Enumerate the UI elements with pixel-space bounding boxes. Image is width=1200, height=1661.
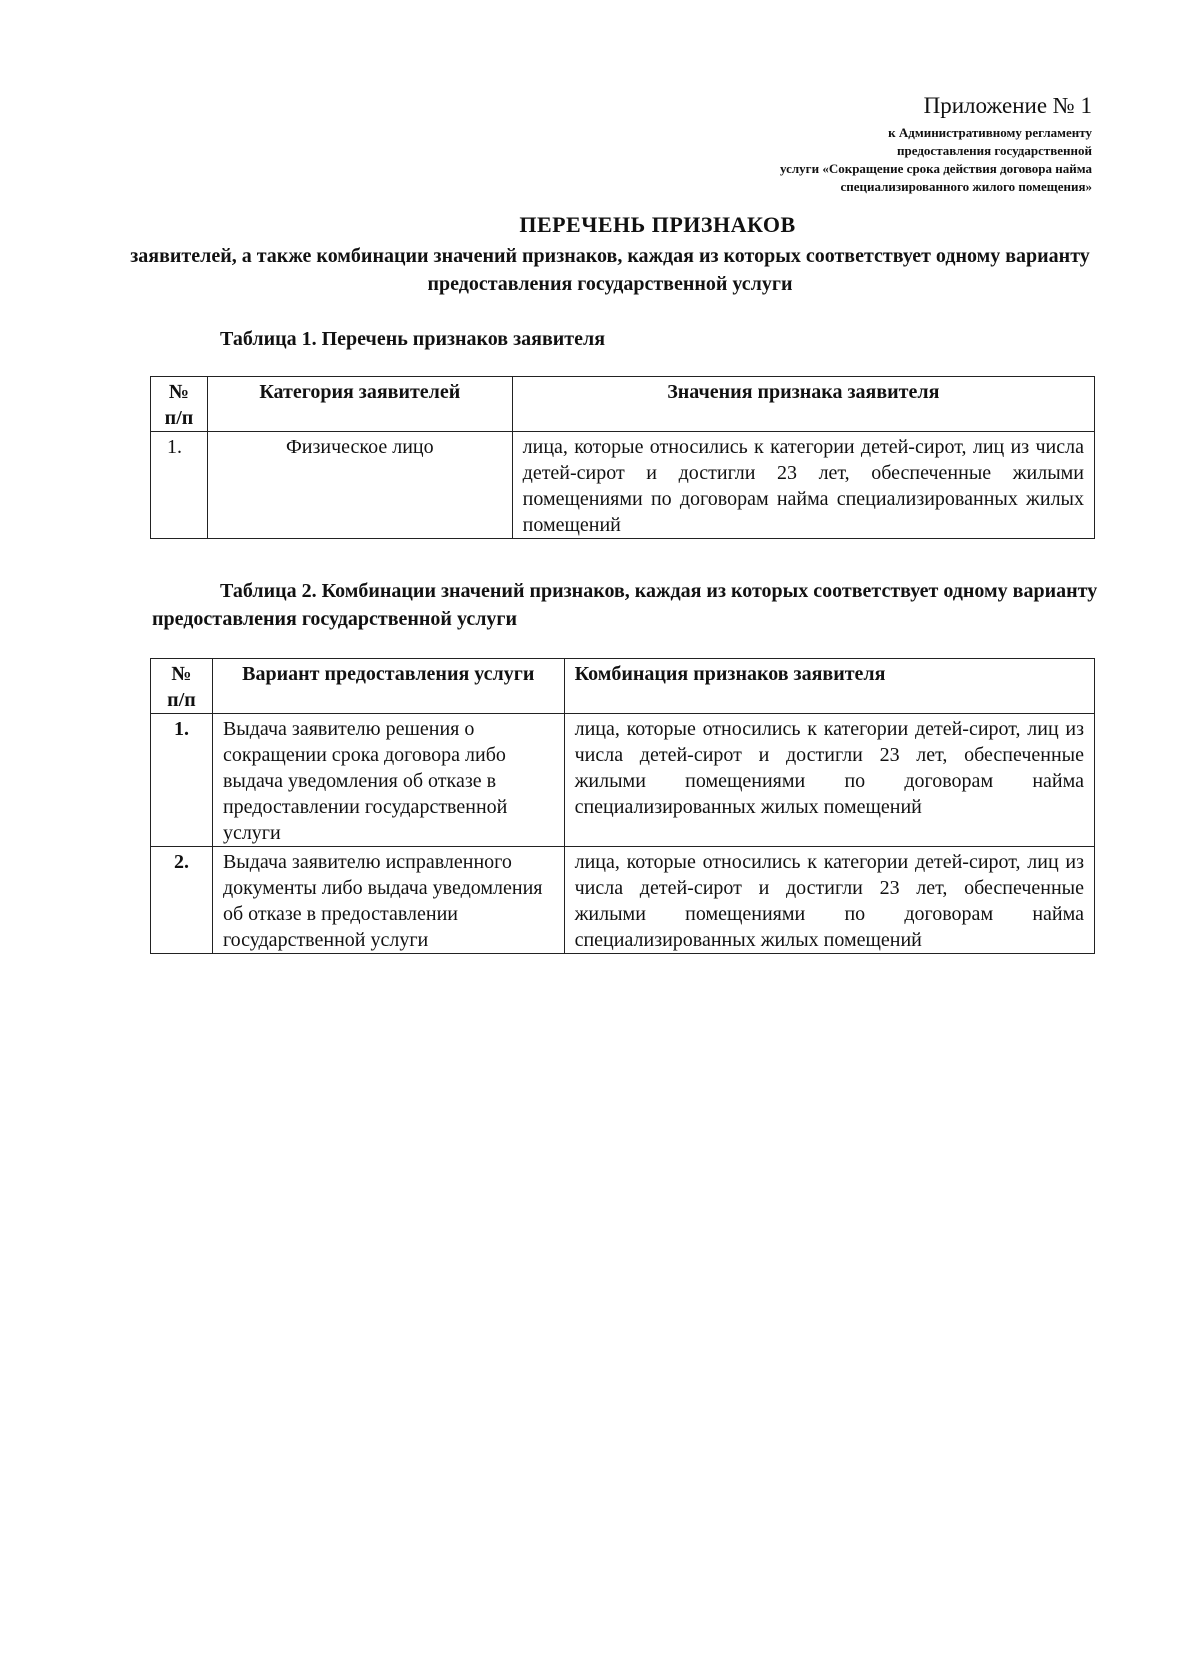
appendix-title: Приложение № 1 [923, 93, 1092, 118]
table2-caption: Таблица 2. Комбинации значений признаков, каждая из которых соответствует одному варианту предоставления государственной услуги [152, 580, 1098, 630]
attribute-combinations-table [150, 658, 1095, 954]
row-variant: Выдача заявителю решения о сокращении срока договора либо выдача уведомления об отказе в предоставлении государственной услуги [212, 714, 564, 847]
applicant-attributes-table [150, 376, 1095, 539]
table1-caption: Таблица 1. Перечень признаков заявителя [220, 328, 606, 350]
document-title: ПЕРЕЧЕНЬ ПРИЗНАКОВ [519, 212, 796, 237]
appendix-block [780, 92, 1092, 196]
column-header-value: Значения признака заявителя [512, 377, 1094, 432]
table-header-row [151, 377, 1095, 432]
appendix-line: к Административному регламенту [888, 124, 1092, 140]
row-value: лица, которые относились к категории детей-сирот, лиц из числа детей-сирот и достигли 23 лет, обеспеченные жилыми помещениями по договорам найма специализированных жилых помещений [512, 432, 1094, 539]
document-subtitle: заявителей, а также комбинации значений признаков, каждая из которых соответствует одному варианту предоставления государственной услуги [130, 245, 1090, 295]
row-combination: лица, которые относились к категории детей-сирот, лиц из числа детей-сирот и достигли 23 лет, обеспеченные жилыми помещениями по договорам найма специализированных жилых помещений [564, 847, 1094, 954]
column-header-combination: Комбинация признаков заявителя [564, 659, 1094, 714]
row-combination: лица, которые относились к категории детей-сирот, лиц из числа детей-сирот и достигли 23 лет, обеспеченные жилыми помещениями по договорам найма специализированных жилых помещений [564, 714, 1094, 847]
document-heading [0, 212, 1200, 298]
table-header-row [151, 659, 1095, 714]
row-category: Физическое лицо [207, 432, 512, 539]
column-header-category: Категория заявителей [207, 377, 512, 432]
appendix-line: специализированного жилого помещения» [840, 178, 1092, 194]
row-number: 2. [151, 847, 213, 954]
appendix-line: услуги «Сокращение срока действия договора найма [780, 160, 1092, 176]
appendix-line: предоставления государственной [897, 142, 1092, 158]
column-header-number: № п/п [151, 659, 213, 714]
row-variant: Выдача заявителю исправленного документы либо выдача уведомления об отказе в предоставлении государственной услуги [212, 847, 564, 954]
table-row [151, 714, 1095, 847]
table-row [151, 847, 1095, 954]
column-header-variant: Вариант предоставления услуги [212, 659, 564, 714]
row-number: 1. [151, 714, 213, 847]
column-header-number: № п/п [151, 377, 208, 432]
row-number: 1. [151, 432, 208, 539]
table-row [151, 432, 1095, 539]
